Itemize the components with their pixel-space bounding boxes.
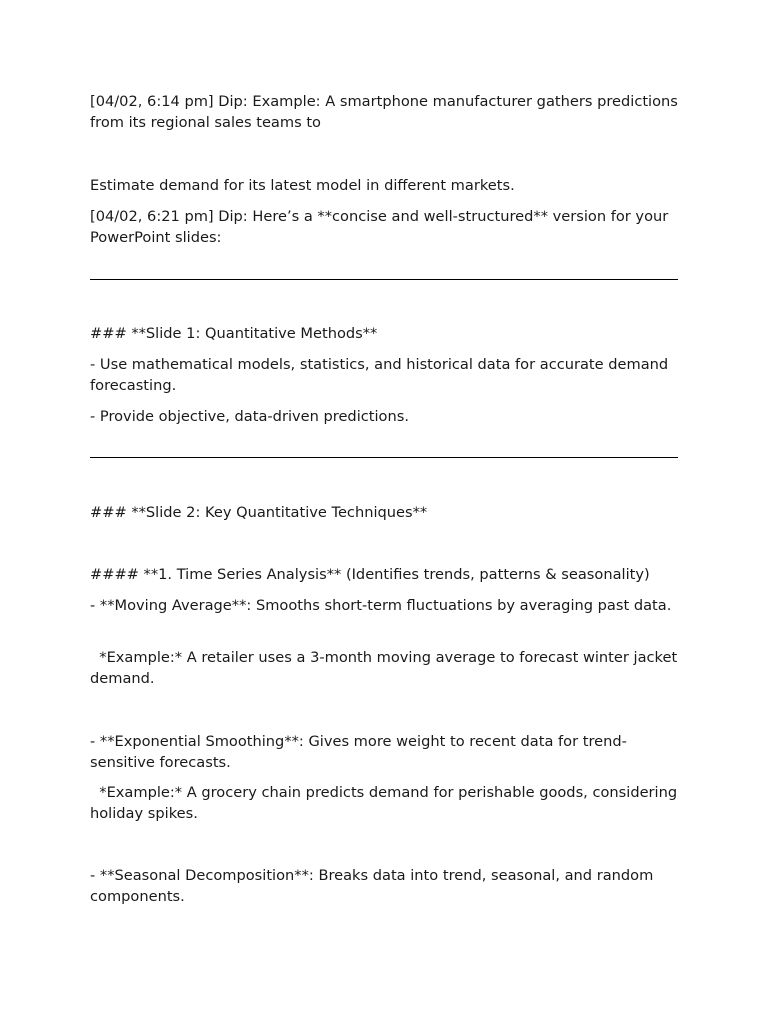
bullet-paragraph: - **Exponential Smoothing**: Gives more weight to recent data for trend-sensitive forecasts.: [90, 733, 627, 771]
bullet-paragraph: - Provide objective, data-driven predictions.: [90, 408, 409, 425]
document-page: [90, 0, 683, 1024]
section-heading: #### **1. Time Series Analysis** (Identifies trends, patterns & seasonality): [90, 566, 650, 583]
message-paragraph: [04/02, 6:14 pm] Dip: Example: A smartphone manufacturer gathers predictions from its regional sales teams to: [90, 93, 683, 131]
message-paragraph: Estimate demand for its latest model in different markets.: [90, 177, 515, 194]
message-paragraph: [04/02, 6:21 pm] Dip: Here’s a **concise and well-structured** version for your PowerPoint slides:: [90, 208, 673, 246]
example-paragraph: *Example:* A grocery chain predicts demand for perishable goods, considering holiday spikes.: [90, 784, 682, 822]
slide-heading: ### **Slide 2: Key Quantitative Techniques**: [90, 504, 428, 521]
example-paragraph: *Example:* A retailer uses a 3-month moving average to forecast winter jacket demand.: [90, 649, 682, 687]
horizontal-rule: [90, 279, 678, 280]
bullet-paragraph: - Use mathematical models, statistics, and historical data for accurate demand forecasting.: [90, 356, 673, 394]
slide-heading: ### **Slide 1: Quantitative Methods**: [90, 325, 378, 342]
bullet-paragraph: - **Moving Average**: Smooths short-term fluctuations by averaging past data.: [90, 597, 672, 614]
bullet-paragraph: - **Seasonal Decomposition**: Breaks data into trend, seasonal, and random components.: [90, 867, 658, 905]
horizontal-rule: [90, 457, 678, 458]
